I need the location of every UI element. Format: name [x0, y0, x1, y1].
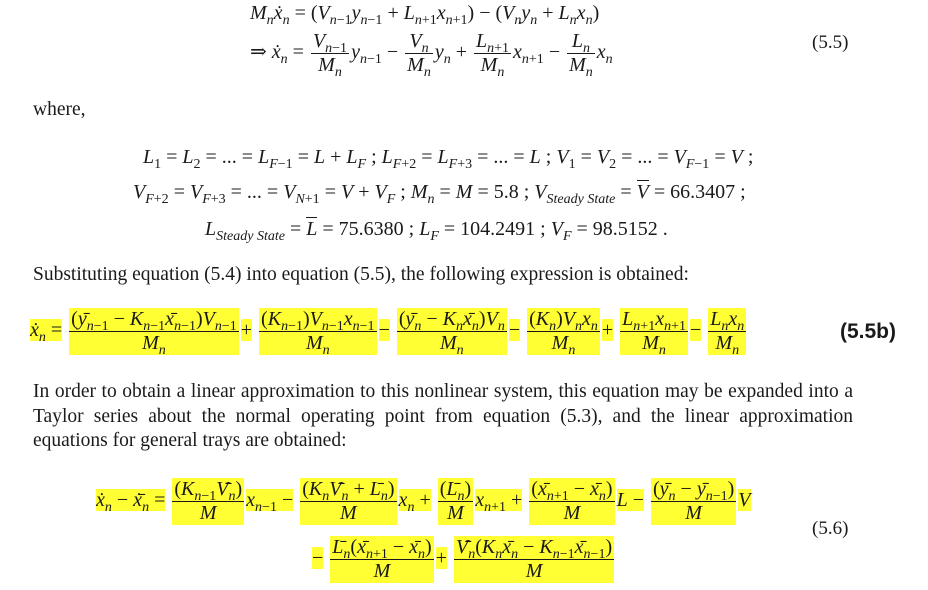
equation-5-6-line-1: $ẋ_n$ − $ẋ_n$ = $\frac{(K_{n-1}V_n)}{M}$ $x_{n-1}$ − $\frac{(K_nV_n + L_n)}{M}$ $x_n$ + $\frac{(L_n)}{M}$ $x_{n+1}$ + $\frac{(x_{n+1} - x_n)}{M}$ L − $\frac{(y_n - y_{n-1})}{M}$ V	[96, 478, 751, 524]
equation-number-5-5: (5.5)	[812, 32, 849, 53]
definitions-line-1: $L_1 = L_2$ = ... = $L_{F-1} = L + L_F$ ; $L_{F+2} = L_{F+3}$ = ... = L ; $V_1 = V_2$ = ... = $V_{F-1} = V$ ;	[143, 146, 754, 172]
m-value: 5.8	[493, 181, 519, 203]
vf-value: 98.5152	[592, 218, 658, 240]
definitions-line-2: $V_{F+2} = V_{F+3}$ = ... = $V_{N+1} = V + V_F$ ; $M_n = M = 5.8$ ; $V_{Steady State} = V = 66.3407$ ;	[133, 181, 746, 207]
linear-approximation-paragraph: In order to obtain a linear approximation to this nonlinear system, this equation may be expanded into a Taylor series about the normal operating point from equation (5.3), and the linear approximation equations for general trays are obtained:	[33, 381, 853, 451]
equation-5-5b: $ẋ_n$ = $\frac{(y_{n-1} - K_{n-1}x_{n-1})V_{n-1}}{M_n}$ + $\frac{(K_{n-1})V_{n-1}x_{n-1}}{M_n}$ − $\frac{(y_n - K_nx_n)V_n}{M_n}$ − $\frac{(K_n)V_nx_n}{M_n}$ + $\frac{L_{n+1}x_{n+1}}{M_n}$ − $\frac{L_nx_n}{M_n}$	[30, 308, 745, 358]
definitions-line-3: $L_{Steady State} = L = 75.6380$ ; $L_F = 104.2491$ ; $V_F = 98.5152$ .	[205, 218, 668, 244]
equation-number-5-6: (5.6)	[812, 518, 849, 539]
equation-5-5-line-2: ⇒ $ẋ_n$ = $\frac{V_{n-1}}{M_n}$ $y_{n-1}$ − $\frac{V_n}{M_n}$ $y_n$ + $\frac{L_{n+1}}{M_n}$ $x_{n+1}$ − $\frac{L_n}{M_n}$ $x_n$	[250, 30, 613, 80]
v-steady-value: 66.3407	[670, 181, 736, 203]
where-label: where,	[33, 99, 86, 120]
l-steady-value: 75.6380	[338, 218, 404, 240]
substituting-sentence: Substituting equation (5.4) into equation (5.5), the following expression is obtained:	[33, 264, 689, 285]
equation-number-5-5b: (5.5b)	[840, 320, 897, 343]
equation-5-6-line-2: − $\frac{L_n(x_{n+1} - x_n)}{M}$ + $\frac{V_n(K_nx_n - K_{n-1}x_{n-1})}{M}$	[312, 536, 613, 582]
equation-5-5-line-1: $M_nẋ_n = (V_{n-1}y_{n-1} + L_{n+1}x_{n+1}) - (V_ny_n + L_nx_n)$	[250, 2, 600, 28]
lf-value: 104.2491	[460, 218, 536, 240]
